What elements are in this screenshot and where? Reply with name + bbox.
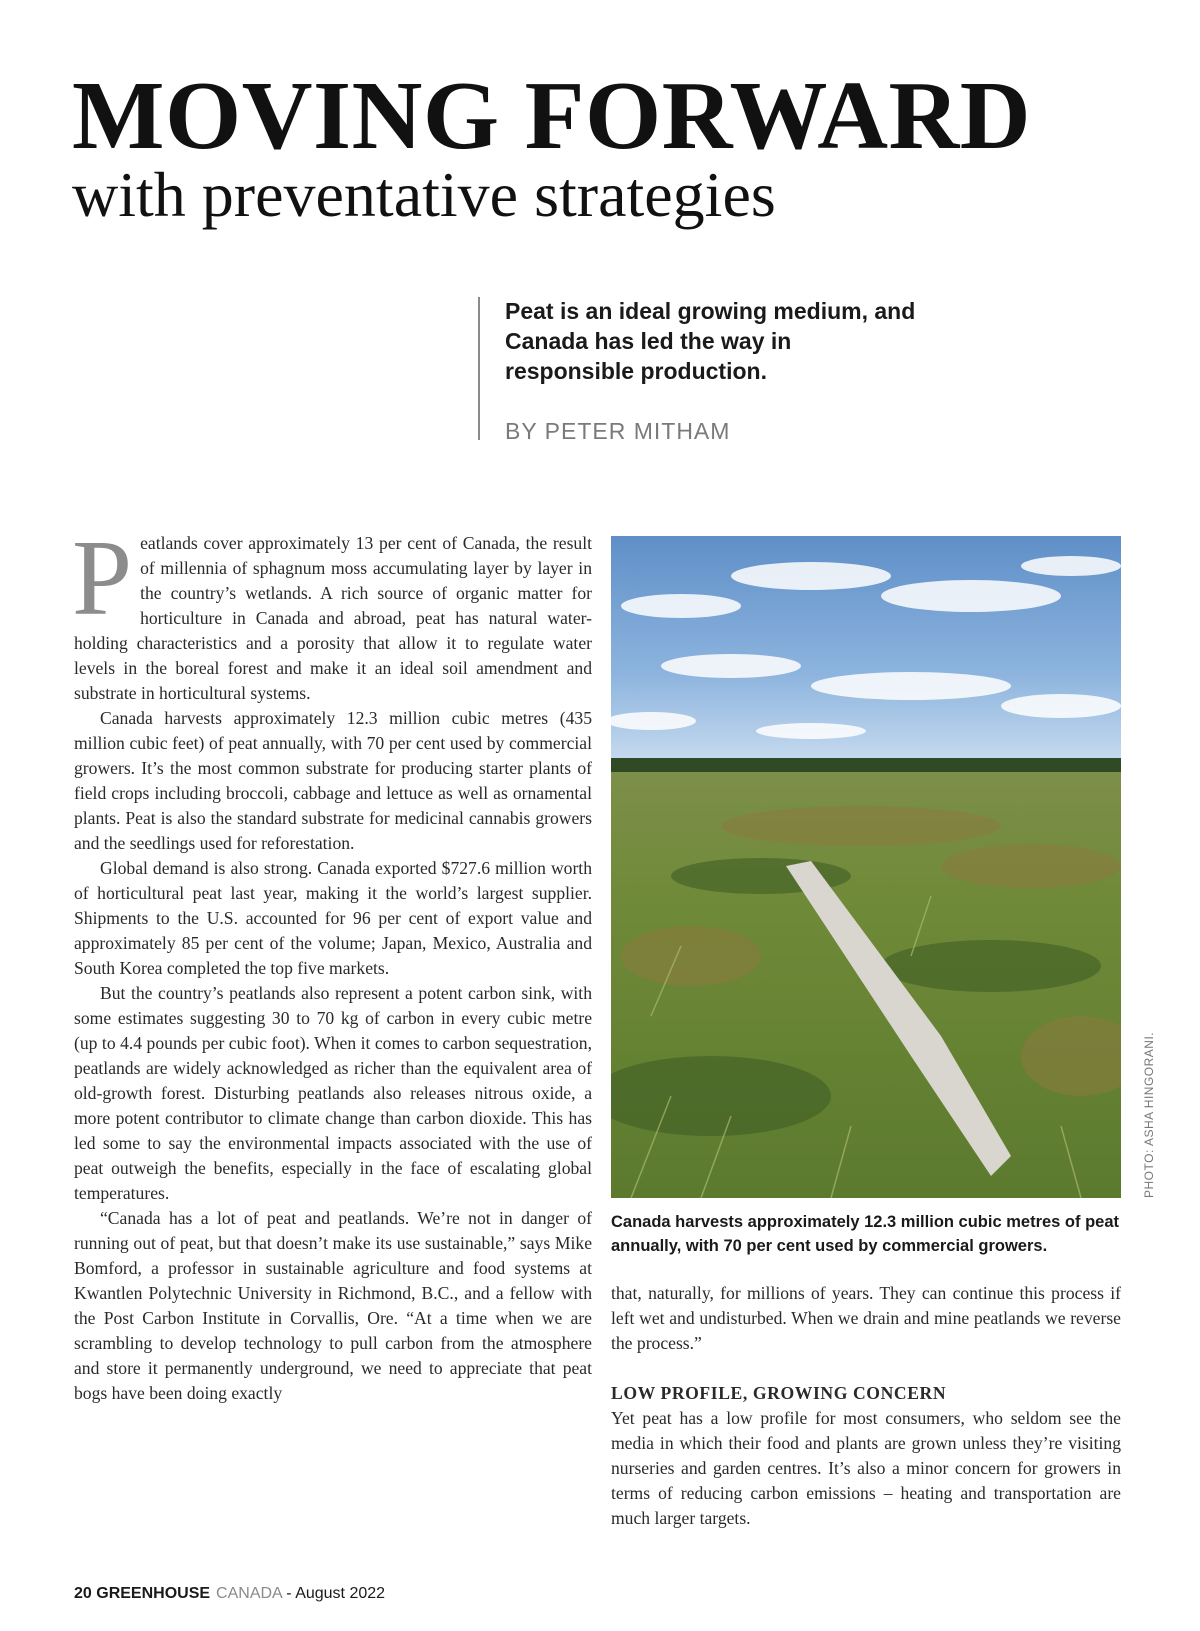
article-paragraph — [72, 519, 592, 706]
article-paragraph: But the country’s peatlands also represent a potent carbon sink, with some estimates suggesting 30 to 70 kg of carbon in every cubic metre (up to 4.4 pounds per cubic foot). When it comes to carbon sequestration, peatlands are widely acknowledged as richer than the equivalent area of old-growth forest. Disturbing peatlands also releases nitrous oxide, a more potent contributor to climate change than carbon dioxide. This has led some to say the environmental impacts associated with the use of peat outweigh the benefits, especially in the face of escalating global temperatures. — [74, 983, 592, 1203]
drop-cap: P — [72, 519, 133, 638]
page-number: 20 — [74, 1585, 92, 1602]
headline-subtitle: with preventative strategies — [72, 159, 776, 230]
page-footer — [74, 1585, 385, 1603]
peatland-photo-illustration — [611, 536, 1121, 1198]
article-paragraph: Canada harvests approximately 12.3 million cubic metres (435 million cubic feet) of peat annually, with 70 per cent used by commercial growers. It’s the most common substrate for producing starter plants of field crops including broccoli, cabbage and lettuce as well as ornamental plants. Peat is also the standard substrate for medicinal cannabis growers and the seedlings used for reforestation. — [74, 708, 592, 853]
peatland-photo — [611, 536, 1121, 1198]
byline: BY PETER MITHAM — [505, 418, 731, 444]
deck-text: Peat is an ideal growing medium, and Canada has led the way in responsible production. — [505, 298, 916, 384]
headline: MOVING FORWARD — [72, 62, 1032, 170]
article-column-left — [72, 519, 592, 1406]
photo-credit: PHOTO: ASHA HINGORANI. — [1142, 1031, 1156, 1198]
photo-caption: Canada harvests approximately 12.3 million cubic metres of peat annually, with 70 per cent used by commercial growers. — [611, 1213, 1120, 1255]
issue-date: - August 2022 — [286, 1585, 386, 1602]
article-column-right — [611, 1281, 1121, 1531]
article-paragraph: Global demand is also strong. Canada exported $727.6 million worth of horticultural peat last year, making it the world’s largest supplier. Shipments to the U.S. accounted for 96 per cent of export value and approximately 85 per cent of the volume; Japan, Mexico, Australia and South Korea completed the top five markets. — [74, 858, 592, 978]
publication-name: GREENHOUSE — [96, 1585, 211, 1602]
section-subhead: LOW PROFILE, GROWING CONCERN — [611, 1383, 947, 1403]
article-paragraph: “Canada has a lot of peat and peatlands. We’re not in danger of running out of peat, but that doesn’t make its use sustainable,” says Mike Bomford, a professor in sustainable agriculture and food systems at Kwantlen Polytechnic University in Richmond, B.C., and a fellow with the Post Carbon Institute in Corvallis, Ore. “At a time when we are scrambling to develop technology to pull carbon from the atmosphere and store it permanently underground, we need to appreciate that peat bogs have been doing exactly — [74, 1208, 592, 1403]
publication-section: CANADA — [216, 1585, 282, 1602]
article-paragraph: that, naturally, for millions of years. They can continue this process if left wet and undisturbed. When we drain and mine peatlands we reverse the process.” — [611, 1283, 1121, 1353]
article-paragraph: Yet peat has a low profile for most consumers, who seldom see the media in which their food and plants are grown unless they’re visiting nurseries and garden centres. It’s also a minor concern for growers in terms of reducing carbon emissions – heating and transportation are much larger targets. — [611, 1408, 1121, 1528]
paragraph-text: eatlands cover approximately 13 per cent of Canada, the result of millennia of sphagnum moss accumulating layer by layer in the country’s wetlands. A rich source of organic matter for horticulture in Canada and abroad, peat has natural water-holding characteristics and a porosity that allow it to regulate water levels in the boreal forest and make it an ideal soil amendment and substrate in horticultural systems. — [74, 533, 592, 703]
deck-divider — [478, 297, 480, 440]
